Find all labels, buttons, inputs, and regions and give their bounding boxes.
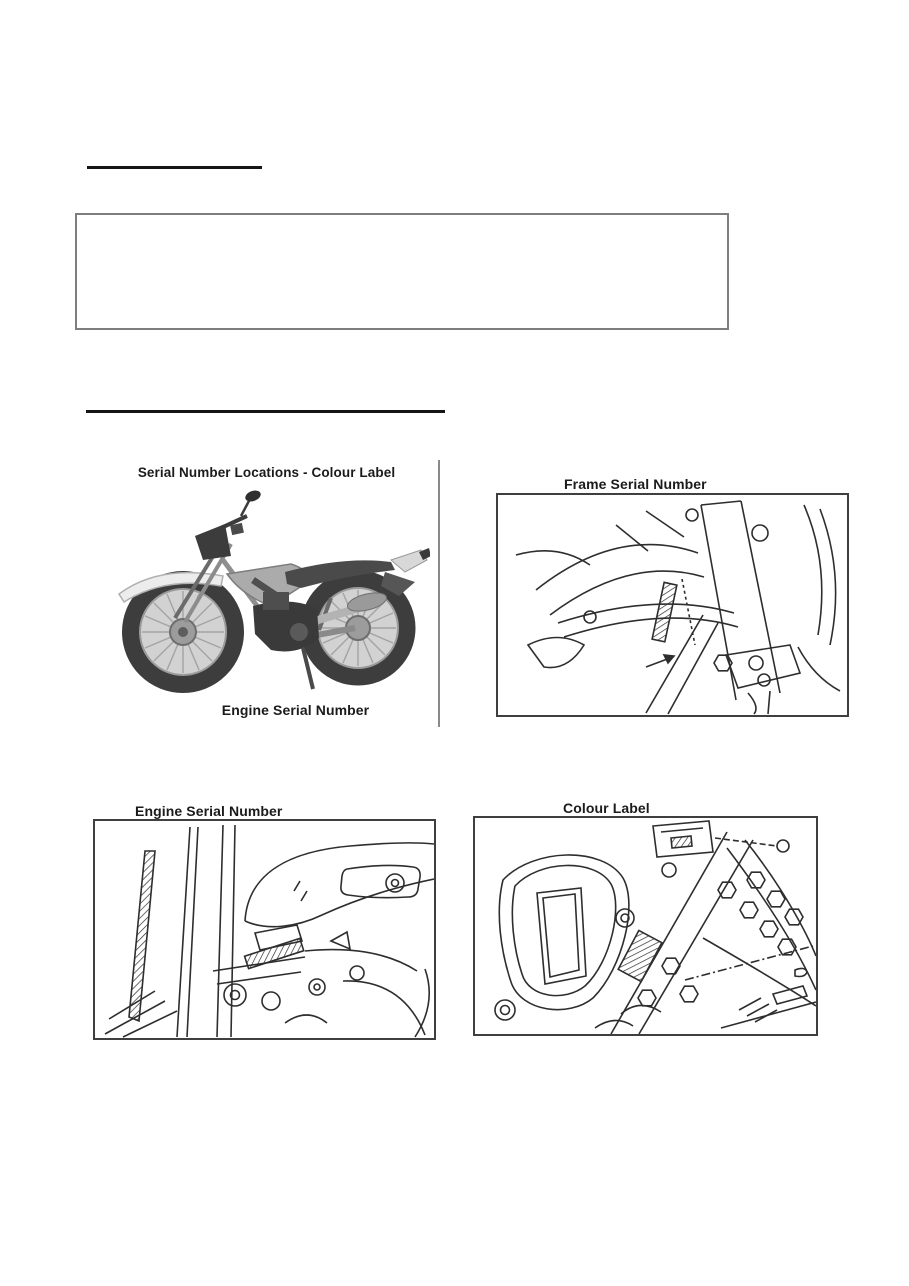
figure-serial-overview xyxy=(93,460,440,730)
figure-engine-serial xyxy=(93,803,436,1040)
figure-colour-label-box xyxy=(473,816,818,1036)
heading-rule-top xyxy=(87,166,262,169)
figure-engine-serial-box xyxy=(93,819,436,1040)
figure-colour-label xyxy=(473,800,818,1036)
heading-rule-section xyxy=(86,410,445,413)
motorcycle-photo xyxy=(103,486,430,698)
figure-caption: Engine Serial Number xyxy=(221,702,370,718)
figure-caption: Colour Label xyxy=(563,800,650,816)
notice-box xyxy=(75,213,729,330)
figure-caption: Serial Number Locations - Colour Label xyxy=(137,465,396,480)
figure-caption: Engine Serial Number xyxy=(135,803,283,819)
engine-serial-drawing xyxy=(95,821,434,1038)
colour-label-drawing xyxy=(475,818,816,1034)
column-divider-line xyxy=(438,460,440,727)
frame-serial-drawing xyxy=(498,495,847,715)
figure-frame-serial-box xyxy=(496,493,849,717)
figure-caption: Frame Serial Number xyxy=(564,476,707,492)
figure-frame-serial xyxy=(496,476,849,717)
